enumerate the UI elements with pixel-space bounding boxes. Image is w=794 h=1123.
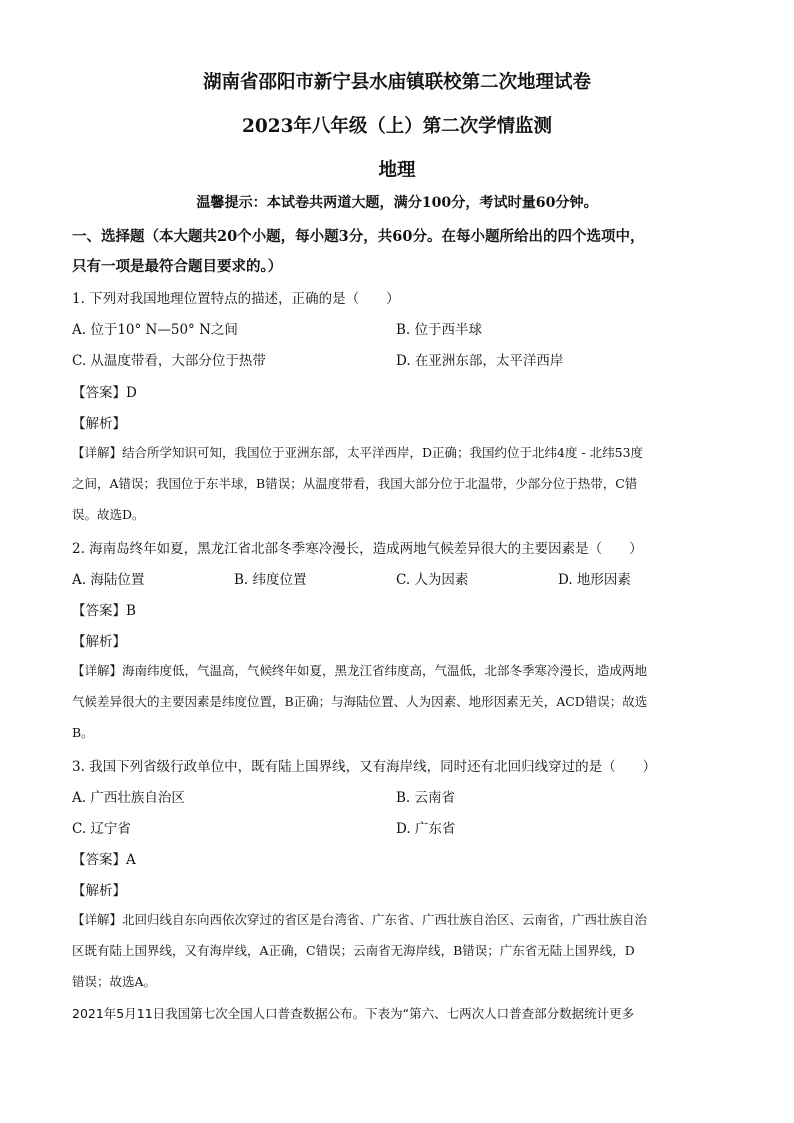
question-3-option-a: A. 广西壮族自治区 <box>72 790 185 806</box>
exam-title: 湖南省邵阳市新宁县水庙镇联校第二次地理试卷 <box>203 72 591 93</box>
question-2-option-a: A. 海陆位置 <box>72 572 145 588</box>
question-3-option-c: C. 辽宁省 <box>72 821 131 837</box>
question-2-stem: 2. 海南岛终年如夏，黑龙江省北部冬季寒冷漫长，造成两地气候差异很大的主要因素是（ ） <box>72 541 643 557</box>
question-3-option-d: D. 广东省 <box>396 821 456 837</box>
question-2-option-b: B. 纬度位置 <box>234 572 307 588</box>
question-1-analysis-label: 【解析】 <box>72 416 126 432</box>
question-1-stem: 1. 下列对我国地理位置特点的描述，正确的是（ ） <box>72 291 400 307</box>
question-3-detail-line2: 区既有陆上国界线，又有海岸线，A正确，C错误；云南省无海岸线，B错误；广东省无陆上国界线，D <box>72 943 635 958</box>
question-2-analysis-label: 【解析】 <box>72 634 126 650</box>
question-3-option-b: B. 云南省 <box>396 790 456 806</box>
question-3-detail-line1: 【详解】北回归线自东向西依次穿过的省区是台湾省、广东省、广西壮族自治区、云南省，广西壮族自治 <box>72 912 648 927</box>
question-2-option-c: C. 人为因素 <box>396 572 469 588</box>
question-2-detail-line1: 【详解】海南纬度低，气温高，气候终年如夏，黑龙江省纬度高，气温低，北部冬季寒冷漫长，造成两地 <box>72 663 648 678</box>
question-3-detail-line3: 错误；故选A。 <box>72 974 157 989</box>
question-1-option-b: B. 位于西半球 <box>396 322 483 338</box>
question-1-detail-line1: 【详解】结合所学知识可知，我国位于亚洲东部，太平洋西岸，D正确；我国约位于北纬4度 - 北纬53度 <box>72 445 644 460</box>
section-heading-line2: 只有一项是最符合题目要求的。） <box>72 258 283 275</box>
question-1-option-d: D. 在亚洲东部，太平洋西岸 <box>396 353 564 369</box>
subject-title: 地理 <box>378 160 416 181</box>
exam-subtitle: 2023年八年级（上）第二次学情监测 <box>242 116 552 137</box>
question-2-detail-line3: B。 <box>72 725 94 740</box>
question-3-answer: 【答案】A <box>72 852 136 868</box>
question-1-answer: 【答案】D <box>72 385 137 401</box>
question-3-analysis-label: 【解析】 <box>72 883 126 899</box>
question-2-option-d: D. 地形因素 <box>558 572 631 588</box>
question-2-detail-line2: 气候差异很大的主要因素是纬度位置，B正确；与海陆位置、人为因素、地形因素无关，ACD错误；故选 <box>72 694 648 709</box>
question-1-detail-line3: 误。故选D。 <box>72 507 145 522</box>
question-1-detail-line2: 之间，A错误；我国位于东半球，B错误；从温度带看，我国大部分位于北温带，少部分位于热带，C错 <box>72 476 638 491</box>
question-1-option-a: A. 位于10° N—50° N之间 <box>72 322 238 338</box>
next-question-intro: 2021年5月11日我国第七次全国人口普查数据公布。下表为“第六、七两次人口普查部分数据统计更多 <box>72 1006 635 1021</box>
notice-text: 温馨提示：本试卷共两道大题，满分100分，考试时量60分钟。 <box>196 195 598 211</box>
question-3-stem: 3. 我国下列省级行政单位中，既有陆上国界线，又有海岸线，同时还有北回归线穿过的是（ ） <box>72 759 657 775</box>
question-2-answer: 【答案】B <box>72 603 136 619</box>
question-1-option-c: C. 从温度带看，大部分位于热带 <box>72 353 266 369</box>
section-heading-line1: 一、选择题（本大题共20个小题，每小题3分，共60分。在每小题所给出的四个选项中， <box>72 228 645 245</box>
